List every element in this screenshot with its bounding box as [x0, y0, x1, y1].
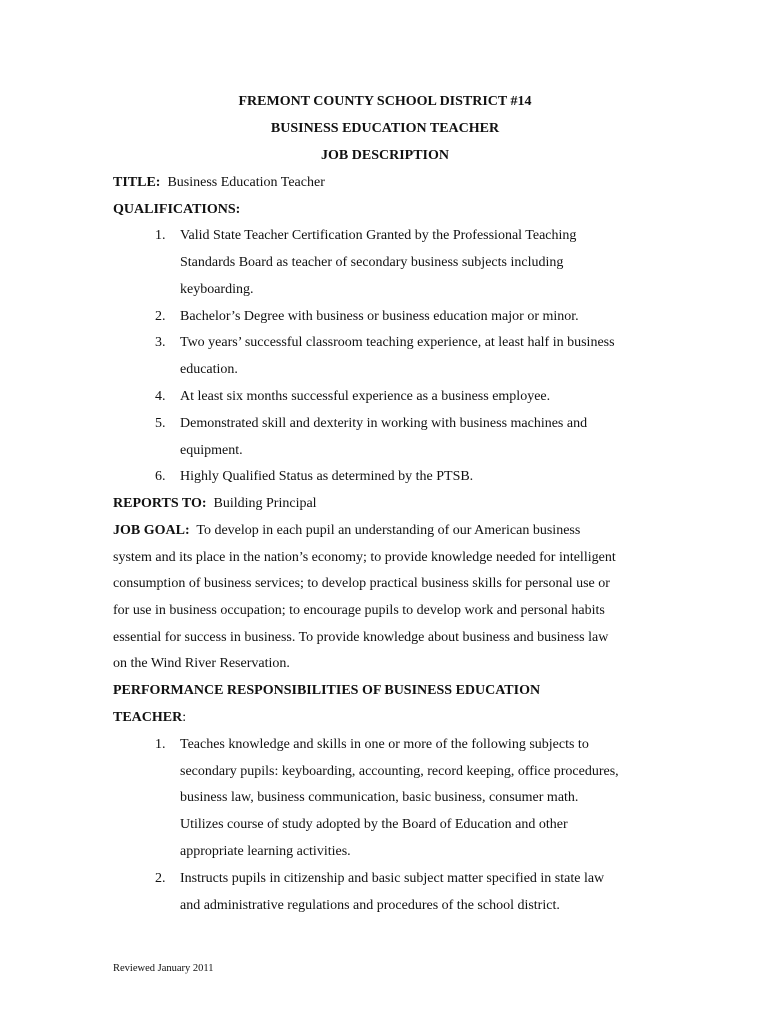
job-goal-text: consumption of business services; to develop practical business skills for personal use or [113, 576, 610, 591]
responsibility-text: Instructs pupils in citizenship and basic subject matter specified in state law [180, 871, 605, 886]
reports-to-value: Building Principal [213, 496, 317, 511]
title-line [113, 175, 325, 191]
qualification-number: 4. [155, 389, 166, 404]
qualification-number: 3. [155, 335, 166, 350]
qualification-text: Standards Board as teacher of secondary business subjects including [180, 255, 564, 270]
qualification-number: 5. [155, 416, 166, 431]
job-goal-text: essential for success in business. To provide knowledge about business and business law [113, 630, 609, 645]
responsibility-text: and administrative regulations and procedures of the school district. [180, 898, 560, 913]
qualification-text: Demonstrated skill and dexterity in working with business machines and [180, 416, 588, 431]
responsibility-number: 1. [155, 737, 166, 752]
job-goal-line [113, 523, 580, 539]
job-goal-text: for use in business occupation; to encourage pupils to develop work and personal habits [113, 603, 605, 618]
responsibility-text: business law, business communication, basic business, consumer math. [180, 790, 579, 805]
title-value: Business Education Teacher [167, 175, 325, 190]
responsibility-text: appropriate learning activities. [180, 844, 351, 859]
responsibilities-heading: PERFORMANCE RESPONSIBILITIES OF BUSINESS EDUCATION [113, 683, 541, 698]
qualification-text: keyboarding. [180, 282, 254, 297]
job-goal-text: system and its place in the nation’s economy; to provide knowledge needed for intelligent [113, 550, 616, 565]
job-goal-text: on the Wind River Reservation. [113, 656, 290, 671]
qualification-text: education. [180, 362, 238, 377]
responsibility-number: 2. [155, 871, 166, 886]
qualification-text: Valid State Teacher Certification Granted by the Professional Teaching [180, 228, 577, 243]
district-heading: FREMONT COUNTY SCHOOL DISTRICT #14 [238, 94, 532, 109]
qualifications-heading: QUALIFICATIONS: [113, 202, 241, 217]
title-label: TITLE: [113, 175, 161, 190]
review-date-footer: Reviewed January 2011 [113, 963, 214, 974]
reports-to-label: REPORTS TO: [113, 496, 207, 511]
responsibilities-heading-cont [113, 710, 186, 726]
responsibility-text: Teaches knowledge and skills in one or more of the following subjects to [180, 737, 589, 752]
qualification-number: 6. [155, 469, 166, 484]
job-goal-text: To develop in each pupil an understanding of our American business [196, 523, 581, 538]
qualification-text: At least six months successful experience as a business employee. [180, 389, 551, 404]
qualification-text: Highly Qualified Status as determined by the PTSB. [180, 469, 474, 484]
responsibility-text: Utilizes course of study adopted by the Board of Education and other [180, 817, 568, 832]
qualification-text: Two years’ successful classroom teaching experience, at least half in business [180, 335, 615, 350]
qualification-number: 2. [155, 309, 166, 324]
job-goal-label: JOB GOAL: [113, 523, 190, 538]
responsibilities-heading-colon: : [182, 710, 187, 725]
document-type-heading: JOB DESCRIPTION [321, 148, 449, 163]
responsibility-text: secondary pupils: keyboarding, accounting, record keeping, office procedures, [180, 764, 619, 779]
reports-to-line [113, 496, 317, 512]
position-heading: BUSINESS EDUCATION TEACHER [270, 121, 500, 136]
qualification-text: Bachelor’s Degree with business or business education major or minor. [180, 309, 579, 324]
responsibilities-heading-word: TEACHER [113, 710, 183, 725]
qualification-text: equipment. [180, 443, 243, 458]
qualification-number: 1. [155, 228, 166, 243]
